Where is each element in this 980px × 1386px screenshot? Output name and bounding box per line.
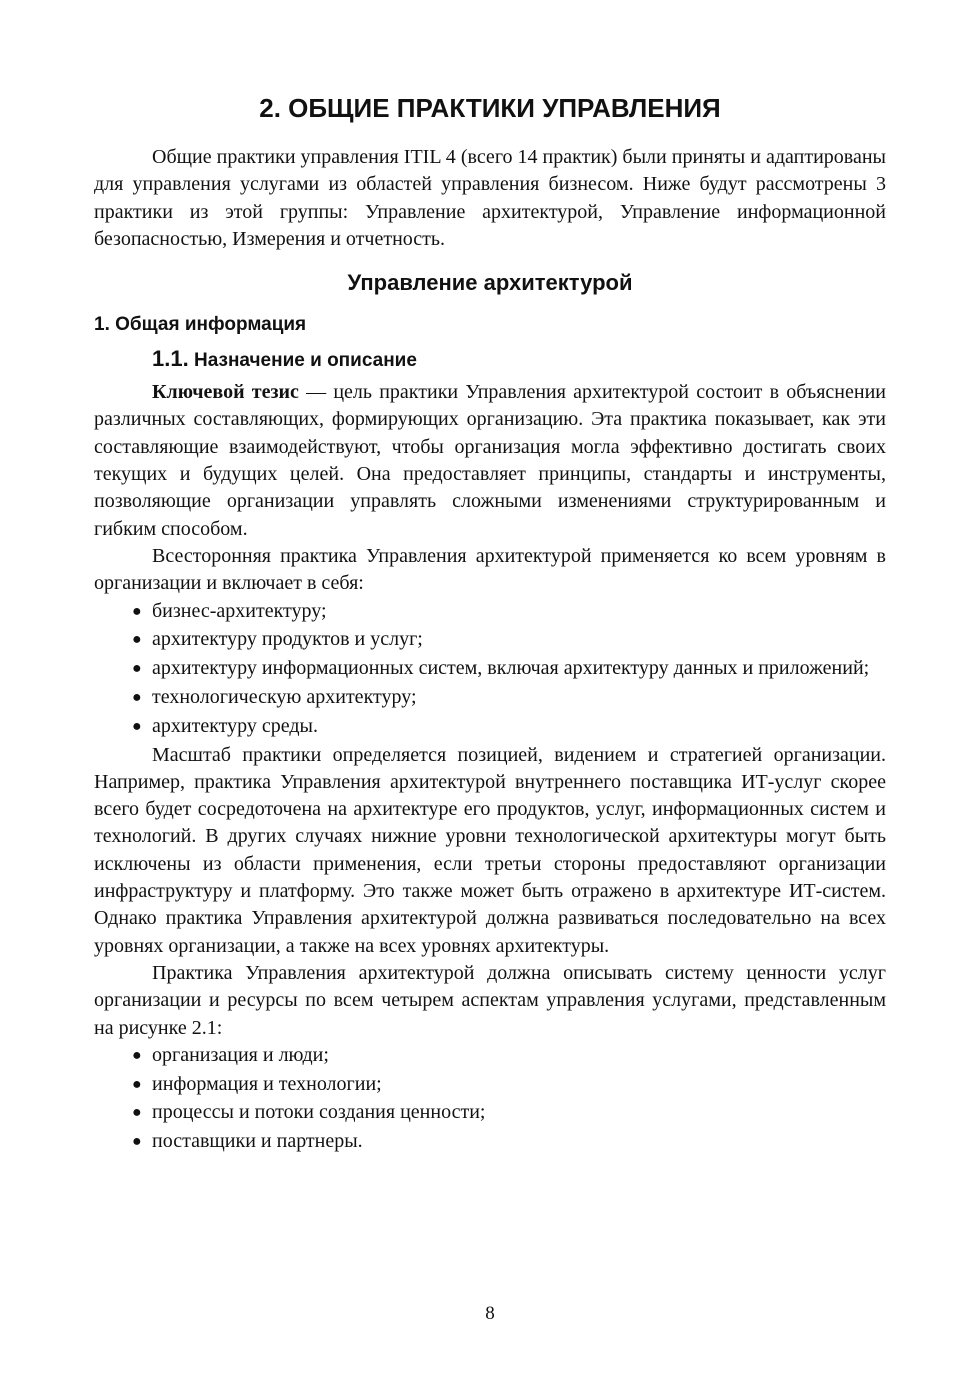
subsubsection-title: Назначение и описание [193,350,417,372]
chapter-title: 2. ОБЩИЕ ПРАКТИКИ УПРАВЛЕНИЯ [259,93,721,123]
bullet-icon: ● [132,660,142,678]
scope-paragraph: Масштаб практики определяется позицией, видением и стратегией организации. Например, практика Управления архитектурой внутреннего поставщика ИТ-услуг скорее всего будет сосредоточена на архитектуре его продуктов, услуг, информационных систем и технологий. В других случаях нижние уровни технологической архитектуры могут быть исключены из области применения, если третьи стороны предоставляют организации инфраструктуру и платформу. Это также может быть отражено в архитектуре ИТ-систем. Однако практика Управления архитектурой должна развиваться последовательно на всех уровнях организации, а также на всех уровнях архитектуры. [94,743,886,957]
subsubsection-heading [152,345,886,375]
list-item: ● поставщики и партнеры. [94,1128,886,1155]
levels-paragraph: Всесторонняя практика Управления архитектурой применяется ко всем уровням в организации и включает в себя: [94,544,886,595]
bullet-icon: ● [132,688,142,706]
list-item: ● информация и технологии; [94,1071,886,1098]
page-number: 8 [485,1303,495,1324]
list-item: ● архитектуру среды. [94,713,886,740]
list-item: ● архитектуру продуктов и услуг; [94,626,886,653]
bullet-icon: ● [132,1133,142,1151]
levels-list [94,598,886,740]
subsection-title: 1. Общая информация [94,314,307,336]
section-title: Управление архитектурой [347,270,633,296]
bullet-icon: ● [132,631,142,649]
list-item: ● архитектуру информационных систем, включая архитектуру данных и приложений; [94,655,886,682]
list-item: ● организация и люди; [94,1042,886,1069]
key-thesis-text: — цель практики Управления архитектурой состоит в объяснении различных составляющих, формирующих организацию. Эта практика показывает, как эти составляющие взаимодействуют, чтобы организация могла эффективно достигать своих текущих и будущих целей. Она предоставляет принципы, стандарты и инструменты, позволяющие организации управлять сложными изменениями структурированным и гибким способом. [94,381,886,540]
subsubsection-number: 1.1. [152,346,189,372]
bullet-icon: ● [132,1104,142,1122]
bullet-icon: ● [132,717,142,735]
bullet-icon: ● [132,602,142,620]
key-thesis-paragraph [94,379,886,543]
bullet-icon: ● [132,1046,142,1064]
key-thesis-label: Ключевой тезис [152,381,299,404]
bullet-icon: ● [132,1075,142,1093]
list-item: ● технологическую архитектуру; [94,684,886,711]
intro-paragraph: Общие практики управления ITIL 4 (всего 14 практик) были приняты и адаптированы для управления услугами из областей управления бизнесом. Ниже будут рассмотрены 3 практики из этой группы: Управление архитектурой, Управление информационной безопасностью, Измерения и отчетность. [94,146,886,250]
aspects-list [94,1042,886,1156]
aspects-paragraph: Практика Управления архитектурой должна описывать систему ценности услуг организации и ресурсы по всем четырем аспектам управления услугами, представленным на рисунке 2.1: [94,961,886,1039]
list-item: ● бизнес-архитектуру; [94,598,886,625]
page-content [94,88,886,1157]
list-item: ● процессы и потоки создания ценности; [94,1099,886,1126]
